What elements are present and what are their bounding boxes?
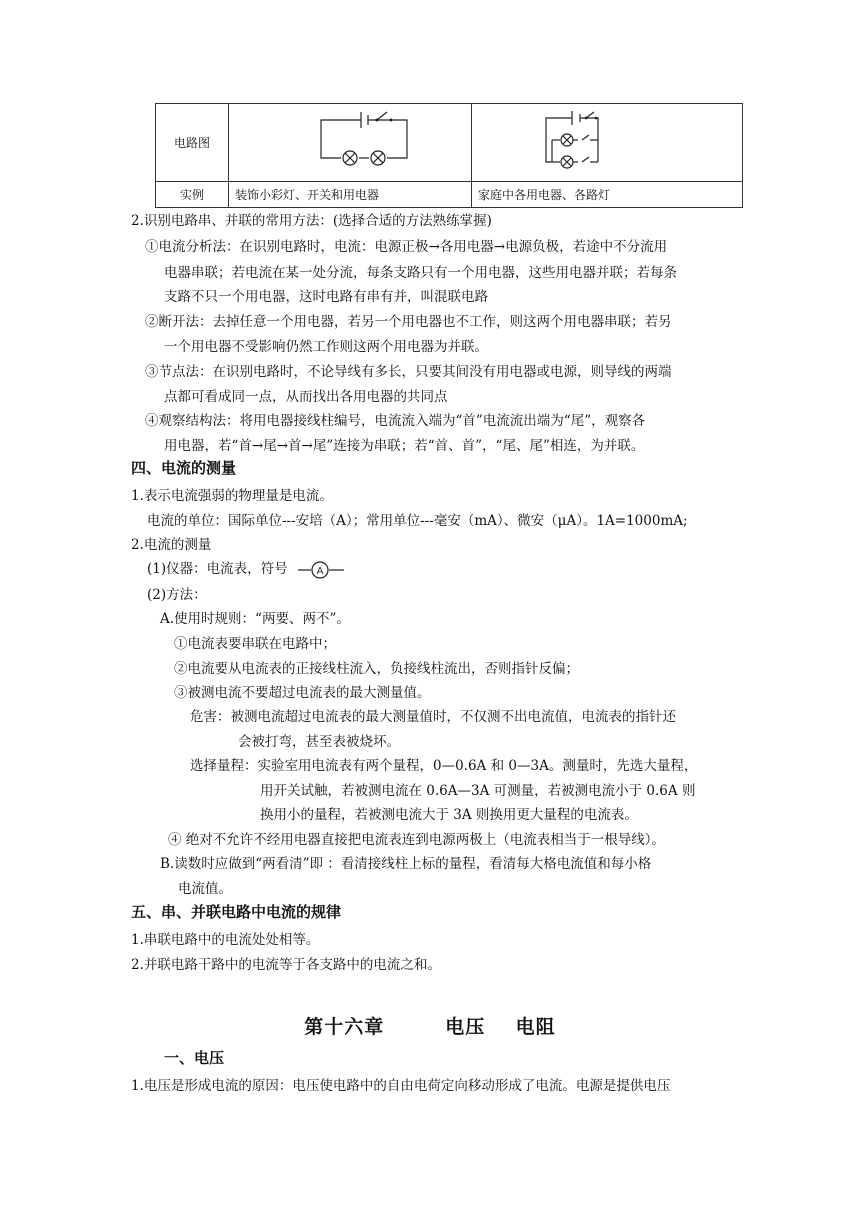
- ammeter-symbol-letter: A: [316, 565, 324, 577]
- method4-line2: 用电器，若“首→尾→首→尾”连接为串联；若“首、首”，“尾、尾”相连，为并联。: [164, 438, 645, 454]
- sec4-p1: 1.表示电流强弱的物理量是电流。: [131, 488, 333, 504]
- section4-title: 四、电流的测量: [131, 459, 237, 477]
- method1-line2: 电器串联；若电流在某一处分流，每条支路只有一个用电器，这些用电器并联；若每条: [164, 265, 677, 281]
- rule-b-line1: B.读数时应做到“两看清”即 ：看清接线柱上标的量程，看清每大格电流值和每小格: [160, 856, 652, 872]
- parallel-example: 家庭中各用电器、各路灯: [472, 182, 743, 208]
- method4-line1: ④观察结构法：将用电器接线柱编号，电流流入端为“首”电流流出端为“尾”，观察各: [145, 413, 646, 429]
- rule-a: A.使用时规则：“两要、两不”。: [160, 611, 350, 627]
- sec5-p1: 1.串联电路中的电流处处相等。: [131, 932, 320, 948]
- parallel-circuit-cell: [472, 104, 743, 182]
- parallel-circuit-diagram: [472, 104, 742, 178]
- method1-line3: 支路不只一个用电器，这时电路有串有并，叫混联电路: [164, 289, 488, 305]
- series-circuit-diagram: [229, 104, 471, 178]
- ammeter-symbol-icon: [298, 561, 344, 579]
- sec4-instrument: [147, 557, 344, 579]
- series-example: 装饰小彩灯、开关和用电器: [229, 182, 472, 208]
- instrument-text: (1)仪器：电流表，符号: [147, 561, 288, 577]
- range-line1: 选择量程：实验室用电流表有两个量程，0—0.6A 和 0—3A。测量时，先选大量程，: [190, 758, 698, 774]
- series-circuit-cell: [229, 104, 472, 182]
- rule-b-line2: 电流值。: [178, 881, 232, 897]
- chapter-p1: 1.电压是形成电流的原因：电压使电路中的自由电荷定向移动形成了电流。电源是提供电压: [131, 1078, 671, 1094]
- method3-line2: 点都可看成同一点，从而找出各用电器的共同点: [164, 389, 448, 405]
- rule-1: ①电流表要串联在电路中；: [174, 636, 336, 652]
- range-line3: 换用小的量程，若被测电流大于 3A 则换用更大量程的电流表。: [260, 807, 638, 823]
- chapter-subtitle: 一、电压: [164, 1049, 225, 1067]
- chapter-title: 第十六章 电压 电阻: [304, 1016, 556, 1038]
- sec4-unit-line: 电流的单位：国际单位---安培（A）；常用单位---毫安（mA）、微安（μA）。1A=1000mA;: [147, 513, 688, 529]
- circuit-comparison-table: [155, 103, 743, 208]
- sec4-p3: 2.电流的测量: [131, 537, 212, 553]
- method3-line1: ③节点法：在识别电路时，不论导线有多长，只要其间没有用电器或电源，则导线的两端: [145, 364, 672, 380]
- harm-line2: 会被打弯，甚至表被烧坏。: [238, 734, 400, 750]
- range-line2: 用开关试触，若被测电流在 0.6A—3A 可测量，若被测电流小于 0.6A 则: [260, 783, 696, 799]
- rule-2: ②电流要从电流表的正接线柱流入，负接线柱流出，否则指针反偏；: [174, 661, 579, 677]
- rule-4: ④ 绝对不允许不经用电器直接把电流表连到电源两极上（电流表相当于一根导线）。: [168, 832, 666, 848]
- method2-line2: 一个用电器不受影响仍然工作则这两个用电器为并联。: [164, 339, 488, 355]
- sec4-method: (2)方法：: [147, 587, 207, 603]
- sec5-p2: 2.并联电路干路中的电流等于各支路中的电流之和。: [131, 957, 441, 973]
- section5-title: 五、串、并联电路中电流的规律: [131, 903, 342, 921]
- table-label-circuit: 电路图: [156, 104, 229, 182]
- method1-line1: ①电流分析法：在识别电路时，电流：电源正极→各用电器→电源负极，若途中不分流用: [145, 239, 668, 255]
- method2-line1: ②断开法：去掉任意一个用电器，若另一个用电器也不工作，则这两个用电器串联；若另: [145, 314, 672, 330]
- rule-3: ③被测电流不要超过电流表的最大测量值。: [174, 685, 431, 701]
- table-label-example: 实例: [156, 182, 229, 208]
- methods-heading: 2.识别电路串、并联的常用方法：(选择合适的方法熟练掌握): [131, 213, 492, 229]
- harm-line1: 危害：被测电流超过电流表的最大测量值时，不仅测不出电流值，电流表的指针还: [190, 709, 676, 725]
